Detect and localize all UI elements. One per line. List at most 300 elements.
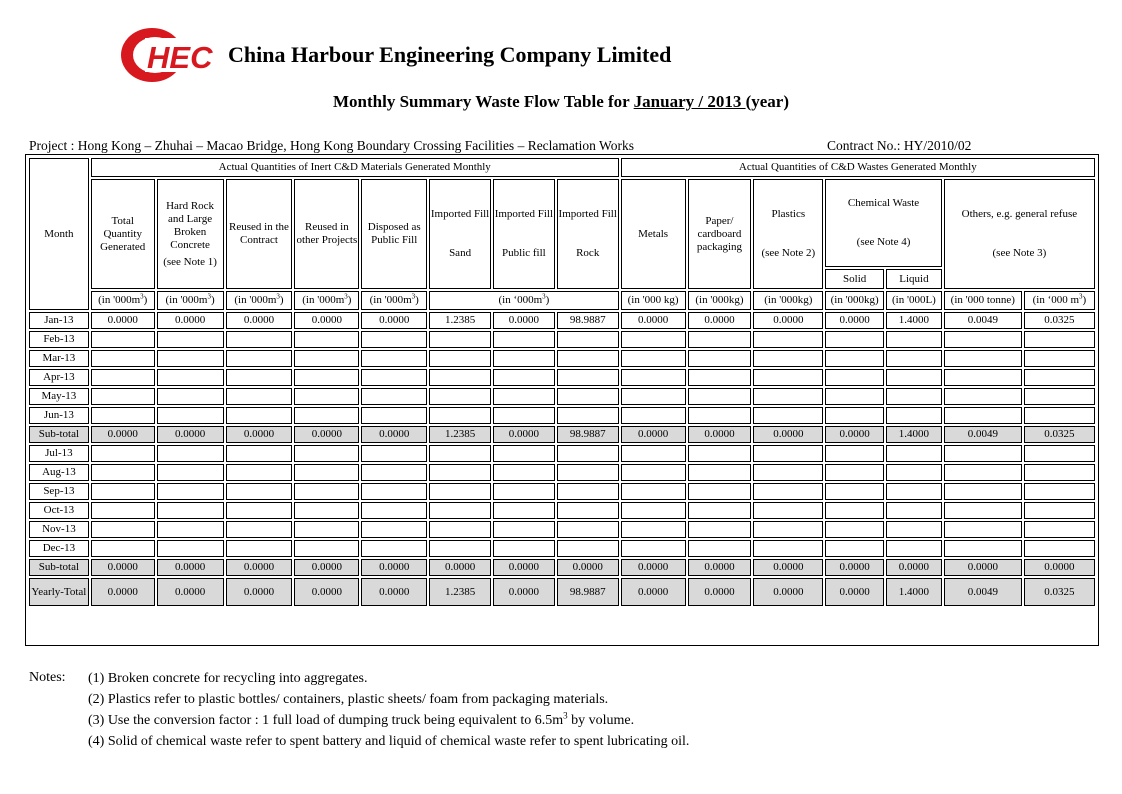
note-1: (1) Broken concrete for recycling into aggregates. (88, 671, 368, 686)
table-cell (1024, 388, 1095, 405)
header-imported-sand-sub: Sand (449, 247, 472, 259)
table-cell (825, 407, 884, 424)
table-cell (621, 331, 686, 348)
table-cell (157, 388, 224, 405)
company-name: China Harbour Engineering Company Limited (228, 42, 672, 67)
table-cell (621, 502, 686, 519)
table-cell (688, 407, 752, 424)
table-cell: 0.0000 (688, 559, 752, 576)
table-cell (361, 445, 427, 462)
header-others-note: (see Note 3) (992, 247, 1047, 259)
header-reused-contract: Reused in the Contract (226, 179, 293, 289)
table-cell (688, 331, 752, 348)
table-cell (226, 331, 293, 348)
table-cell: 0.0000 (157, 578, 224, 606)
table-cell (1024, 521, 1095, 538)
table-cell (1024, 540, 1095, 557)
table-row (29, 350, 1095, 367)
table-cell: 0.0000 (825, 312, 884, 329)
header-chemical-label: Chemical Waste (847, 197, 920, 209)
table-cell: 0.0000 (361, 559, 427, 576)
subtotal-row (29, 578, 1095, 606)
table-cell: 0.0000 (361, 426, 427, 443)
table-cell: 0.0049 (944, 426, 1022, 443)
header-hard-rock-label: Hard Rock and Large Broken Concrete (166, 199, 215, 251)
table-cell: 0.0000 (226, 578, 293, 606)
table-cell (944, 464, 1022, 481)
table-cell: 0.0000 (688, 312, 752, 329)
header-others (944, 179, 1095, 289)
table-cell (825, 483, 884, 500)
table-cell (944, 350, 1022, 367)
table-cell (944, 540, 1022, 557)
table-cell (753, 483, 823, 500)
table-cell (361, 407, 427, 424)
table-cell (91, 540, 155, 557)
table-cell (688, 521, 752, 538)
header-solid: Solid (825, 269, 884, 289)
unit-reused-contract: (in '$000m^3$) (226, 291, 293, 310)
table-cell (944, 331, 1022, 348)
table-cell: 0.0000 (1024, 559, 1095, 576)
table-cell (226, 388, 293, 405)
table-cell (825, 502, 884, 519)
table-cell: 0.0000 (361, 578, 427, 606)
table-cell (91, 331, 155, 348)
table-cell (944, 502, 1022, 519)
table-cell (226, 445, 293, 462)
header-imported-sand (429, 179, 491, 289)
header-imported-public-label: Imported Fill (494, 208, 554, 220)
table-cell: 0.0000 (886, 559, 942, 576)
table-cell (429, 540, 491, 557)
table-cell (91, 502, 155, 519)
table-cell (621, 521, 686, 538)
table-cell: 0.0000 (688, 426, 752, 443)
table-cell (493, 331, 555, 348)
notes (88, 668, 689, 752)
table-cell (886, 369, 942, 386)
table-cell (157, 331, 224, 348)
table-cell (621, 350, 686, 367)
unit-metals: (in '000 kg) (621, 291, 686, 310)
table-cell (621, 483, 686, 500)
table-cell (557, 350, 619, 367)
unit-imported: (in ‘$000m^3$) (429, 291, 619, 310)
table-cell (886, 521, 942, 538)
table-cell (753, 388, 823, 405)
hec-logo (119, 26, 219, 84)
title-suffix: (year) (745, 92, 790, 111)
header-hard-rock-note: (see Note 1) (163, 255, 217, 268)
table-cell (157, 369, 224, 386)
table-row (29, 464, 1095, 481)
table-cell (557, 407, 619, 424)
table-cell (753, 464, 823, 481)
table-cell (1024, 407, 1095, 424)
table-cell (294, 350, 359, 367)
project-name: Project : Hong Kong – Zhuhai – Macao Bridge, Hong Kong Boundary Crossing Facilities – Reclamation Works (29, 138, 634, 153)
row-label: Nov-13 (29, 521, 89, 538)
notes-label: Notes: (29, 670, 66, 685)
row-label: Feb-13 (29, 331, 89, 348)
table-cell (886, 388, 942, 405)
table-cell (226, 483, 293, 500)
table-cell (157, 540, 224, 557)
row-label: Jan-13 (29, 312, 89, 329)
table-cell (294, 540, 359, 557)
header-imported-public-sub: Public fill (502, 247, 546, 259)
table-cell (825, 445, 884, 462)
table-cell: 0.0000 (825, 426, 884, 443)
row-label: Yearly-Total (29, 578, 89, 606)
table-cell: 0.0000 (91, 578, 155, 606)
table-cell (226, 502, 293, 519)
table-cell (557, 331, 619, 348)
table-row (29, 407, 1095, 424)
table-cell (226, 540, 293, 557)
table-cell (825, 521, 884, 538)
header-plastics-label: Plastics (771, 208, 806, 220)
note-2: (2) Plastics refer to plastic bottles/ containers, plastic sheets/ foam from packaging materials. (88, 692, 609, 707)
table-cell (825, 350, 884, 367)
table-cell (557, 369, 619, 386)
unit-paper: (in '000kg) (688, 291, 752, 310)
table-cell: 0.0000 (753, 426, 823, 443)
table-row (29, 521, 1095, 538)
table-cell (493, 521, 555, 538)
table-cell (294, 388, 359, 405)
table-cell: 0.0000 (294, 578, 359, 606)
table-cell (621, 540, 686, 557)
header-metals: Metals (621, 179, 686, 289)
table-cell (1024, 483, 1095, 500)
table-cell (361, 388, 427, 405)
table-cell: 1.4000 (886, 312, 942, 329)
table-cell (688, 540, 752, 557)
table-cell (688, 445, 752, 462)
table-cell (493, 464, 555, 481)
table-cell (886, 502, 942, 519)
row-label: Jul-13 (29, 445, 89, 462)
table-cell (753, 540, 823, 557)
unit-disposed: (in '$000m^3$) (361, 291, 427, 310)
table-cell (557, 445, 619, 462)
table-cell (557, 540, 619, 557)
table-cell (429, 350, 491, 367)
table-cell: 0.0049 (944, 578, 1022, 606)
table-cell (753, 407, 823, 424)
table-cell (557, 388, 619, 405)
table-cell (493, 502, 555, 519)
header-disposed: Disposed as Public Fill (361, 179, 427, 289)
table-cell: 0.0000 (621, 559, 686, 576)
table-cell (157, 483, 224, 500)
table-cell (688, 388, 752, 405)
table-cell (688, 464, 752, 481)
table-cell: 0.0325 (1024, 578, 1095, 606)
table-cell (294, 483, 359, 500)
table-cell (1024, 350, 1095, 367)
note-3: (3) Use the conversion factor : 1 full load of dumping truck being equivalent to $6.5m^3$ by volume. (88, 710, 635, 728)
unit-reused-other: (in '$000m^3$) (294, 291, 359, 310)
table-cell (1024, 464, 1095, 481)
table-cell: 98.9887 (557, 426, 619, 443)
table-cell (157, 445, 224, 462)
table-cell (294, 369, 359, 386)
table-cell (621, 369, 686, 386)
table-cell (226, 521, 293, 538)
table-cell: 1.2385 (429, 312, 491, 329)
table-row (29, 502, 1095, 519)
table-row (29, 483, 1095, 500)
waste-flow-table-frame (25, 154, 1099, 646)
table-cell (753, 521, 823, 538)
table-cell (753, 331, 823, 348)
table-cell (429, 502, 491, 519)
unit-liquid: (in '000L) (886, 291, 942, 310)
table-cell (688, 483, 752, 500)
page-title (0, 92, 1122, 112)
table-cell: 0.0325 (1024, 312, 1095, 329)
table-cell (944, 445, 1022, 462)
table-cell (944, 369, 1022, 386)
note-4: (4) Solid of chemical waste refer to spent battery and liquid of chemical waste refer to spent lubricating oil. (88, 734, 690, 749)
table-cell (753, 350, 823, 367)
table-cell (944, 407, 1022, 424)
table-cell (493, 407, 555, 424)
table-cell (688, 502, 752, 519)
table-cell (621, 407, 686, 424)
table-cell (294, 502, 359, 519)
header-plastics-note: (see Note 2) (761, 247, 816, 259)
row-label: Mar-13 (29, 350, 89, 367)
table-cell (1024, 502, 1095, 519)
table-cell: 98.9887 (557, 578, 619, 606)
table-cell (91, 350, 155, 367)
header-reused-other: Reused in other Projects (294, 179, 359, 289)
table-cell (557, 502, 619, 519)
table-cell: 0.0000 (361, 312, 427, 329)
table-cell: 0.0000 (557, 559, 619, 576)
header-total-quantity: Total Quantity Generated (91, 179, 155, 289)
table-cell (157, 407, 224, 424)
table-cell (361, 331, 427, 348)
unit-total: (in '$000m^3$) (91, 291, 155, 310)
table-cell (753, 502, 823, 519)
table-cell (557, 521, 619, 538)
table-cell: 0.0000 (621, 426, 686, 443)
table-cell (361, 369, 427, 386)
table-cell (429, 521, 491, 538)
table-cell (91, 445, 155, 462)
table-cell (886, 407, 942, 424)
table-cell (226, 369, 293, 386)
header-liquid: Liquid (886, 269, 942, 289)
table-cell: 0.0000 (91, 312, 155, 329)
table-cell (825, 464, 884, 481)
table-cell (493, 369, 555, 386)
table-cell (157, 350, 224, 367)
table-row (29, 445, 1095, 462)
table-cell (294, 331, 359, 348)
table-cell: 0.0000 (294, 312, 359, 329)
header-paper: Paper/ cardboard packaging (688, 179, 752, 289)
table-cell (688, 369, 752, 386)
table-cell (557, 464, 619, 481)
table-cell: 0.0000 (688, 578, 752, 606)
table-cell: 0.0325 (1024, 426, 1095, 443)
table-cell (621, 388, 686, 405)
table-cell (944, 521, 1022, 538)
subtotal-row (29, 559, 1095, 576)
table-cell (91, 388, 155, 405)
table-cell (157, 464, 224, 481)
table-cell: 0.0000 (294, 426, 359, 443)
unit-plastics: (in '000kg) (753, 291, 823, 310)
table-cell: 0.0000 (157, 559, 224, 576)
row-label: Dec-13 (29, 540, 89, 557)
table-cell: 0.0000 (753, 578, 823, 606)
table-cell: 0.0000 (226, 426, 293, 443)
table-cell (825, 369, 884, 386)
title-period: January / 2013 (633, 92, 746, 111)
unit-solid: (in '000kg) (825, 291, 884, 310)
table-cell: 0.0000 (429, 559, 491, 576)
table-cell (429, 445, 491, 462)
header-waste-group: Actual Quantities of C&D Wastes Generated Monthly (621, 158, 1095, 177)
table-cell (621, 445, 686, 462)
table-cell: 0.0000 (493, 559, 555, 576)
table-cell (294, 521, 359, 538)
table-cell: 0.0000 (753, 312, 823, 329)
table-cell (429, 369, 491, 386)
table-cell (1024, 331, 1095, 348)
table-cell: 0.0000 (157, 426, 224, 443)
table-cell (361, 350, 427, 367)
table-cell (157, 521, 224, 538)
table-cell (493, 483, 555, 500)
unit-hard-rock: (in '$000m^3$) (157, 291, 224, 310)
table-cell (493, 540, 555, 557)
table-cell (557, 483, 619, 500)
logo-text: HEC (147, 40, 213, 75)
table-cell (944, 388, 1022, 405)
table-cell (91, 521, 155, 538)
table-cell (1024, 369, 1095, 386)
table-cell: 0.0000 (493, 426, 555, 443)
row-label: Sub-total (29, 559, 89, 576)
header-imported-public (493, 179, 555, 289)
table-cell (361, 540, 427, 557)
row-label: Aug-13 (29, 464, 89, 481)
table-cell: 0.0000 (91, 426, 155, 443)
table-cell (688, 350, 752, 367)
table-cell: 1.2385 (429, 578, 491, 606)
table-cell (361, 464, 427, 481)
table-row (29, 388, 1095, 405)
table-cell: 0.0000 (621, 578, 686, 606)
table-cell (361, 521, 427, 538)
row-label: Apr-13 (29, 369, 89, 386)
table-cell: 0.0000 (753, 559, 823, 576)
table-cell (429, 464, 491, 481)
row-label: Jun-13 (29, 407, 89, 424)
table-cell (886, 445, 942, 462)
header-chemical-note: (see Note 4) (856, 236, 911, 248)
table-row (29, 331, 1095, 348)
table-cell (429, 483, 491, 500)
header-chemical (825, 179, 942, 267)
subtotal-row (29, 426, 1095, 443)
header-others-label: Others, e.g. general refuse (961, 208, 1078, 220)
header-imported-rock (557, 179, 619, 289)
table-cell: 0.0000 (621, 312, 686, 329)
table-cell (886, 540, 942, 557)
table-cell (429, 331, 491, 348)
table-cell (825, 540, 884, 557)
header-inert-group: Actual Quantities of Inert C&D Materials Generated Monthly (91, 158, 619, 177)
header-month: Month (29, 158, 89, 310)
table-cell: 0.0000 (944, 559, 1022, 576)
table-row (29, 369, 1095, 386)
title-prefix: Monthly Summary Waste Flow Table for (332, 92, 634, 111)
table-cell: 98.9887 (557, 312, 619, 329)
table-cell (294, 464, 359, 481)
table-cell: 1.2385 (429, 426, 491, 443)
table-cell (226, 350, 293, 367)
table-cell (1024, 445, 1095, 462)
table-cell: 0.0000 (825, 578, 884, 606)
table-cell: 0.0000 (226, 312, 293, 329)
table-cell (91, 369, 155, 386)
table-cell (621, 464, 686, 481)
table-cell: 0.0000 (91, 559, 155, 576)
table-cell (886, 331, 942, 348)
waste-flow-table (27, 156, 1097, 608)
header-imported-sand-label: Imported Fill (430, 208, 490, 220)
contract-number: Contract No.: HY/2010/02 (827, 138, 972, 153)
unit-tonne: (in '000 tonne) (944, 291, 1022, 310)
table-cell (825, 331, 884, 348)
table-cell (886, 483, 942, 500)
table-cell (294, 445, 359, 462)
table-cell (429, 407, 491, 424)
table-cell (91, 483, 155, 500)
header-plastics (753, 179, 823, 289)
table-row (29, 312, 1095, 329)
table-cell (226, 407, 293, 424)
table-cell (429, 388, 491, 405)
header-hard-rock (157, 179, 224, 289)
row-label: Sep-13 (29, 483, 89, 500)
table-cell: 0.0000 (493, 312, 555, 329)
table-cell (493, 388, 555, 405)
unit-others-volume: (in ‘000 $m^3$) (1024, 291, 1095, 310)
header-imported-rock-sub: Rock (576, 247, 600, 259)
table-cell: 0.0000 (294, 559, 359, 576)
table-cell: 0.0000 (825, 559, 884, 576)
table-cell (825, 388, 884, 405)
table-cell: 0.0000 (157, 312, 224, 329)
table-cell: 0.0000 (226, 559, 293, 576)
table-cell (886, 464, 942, 481)
table-cell (493, 350, 555, 367)
table-cell: 0.0049 (944, 312, 1022, 329)
table-row (29, 540, 1095, 557)
table-cell: 1.4000 (886, 426, 942, 443)
table-cell (886, 350, 942, 367)
